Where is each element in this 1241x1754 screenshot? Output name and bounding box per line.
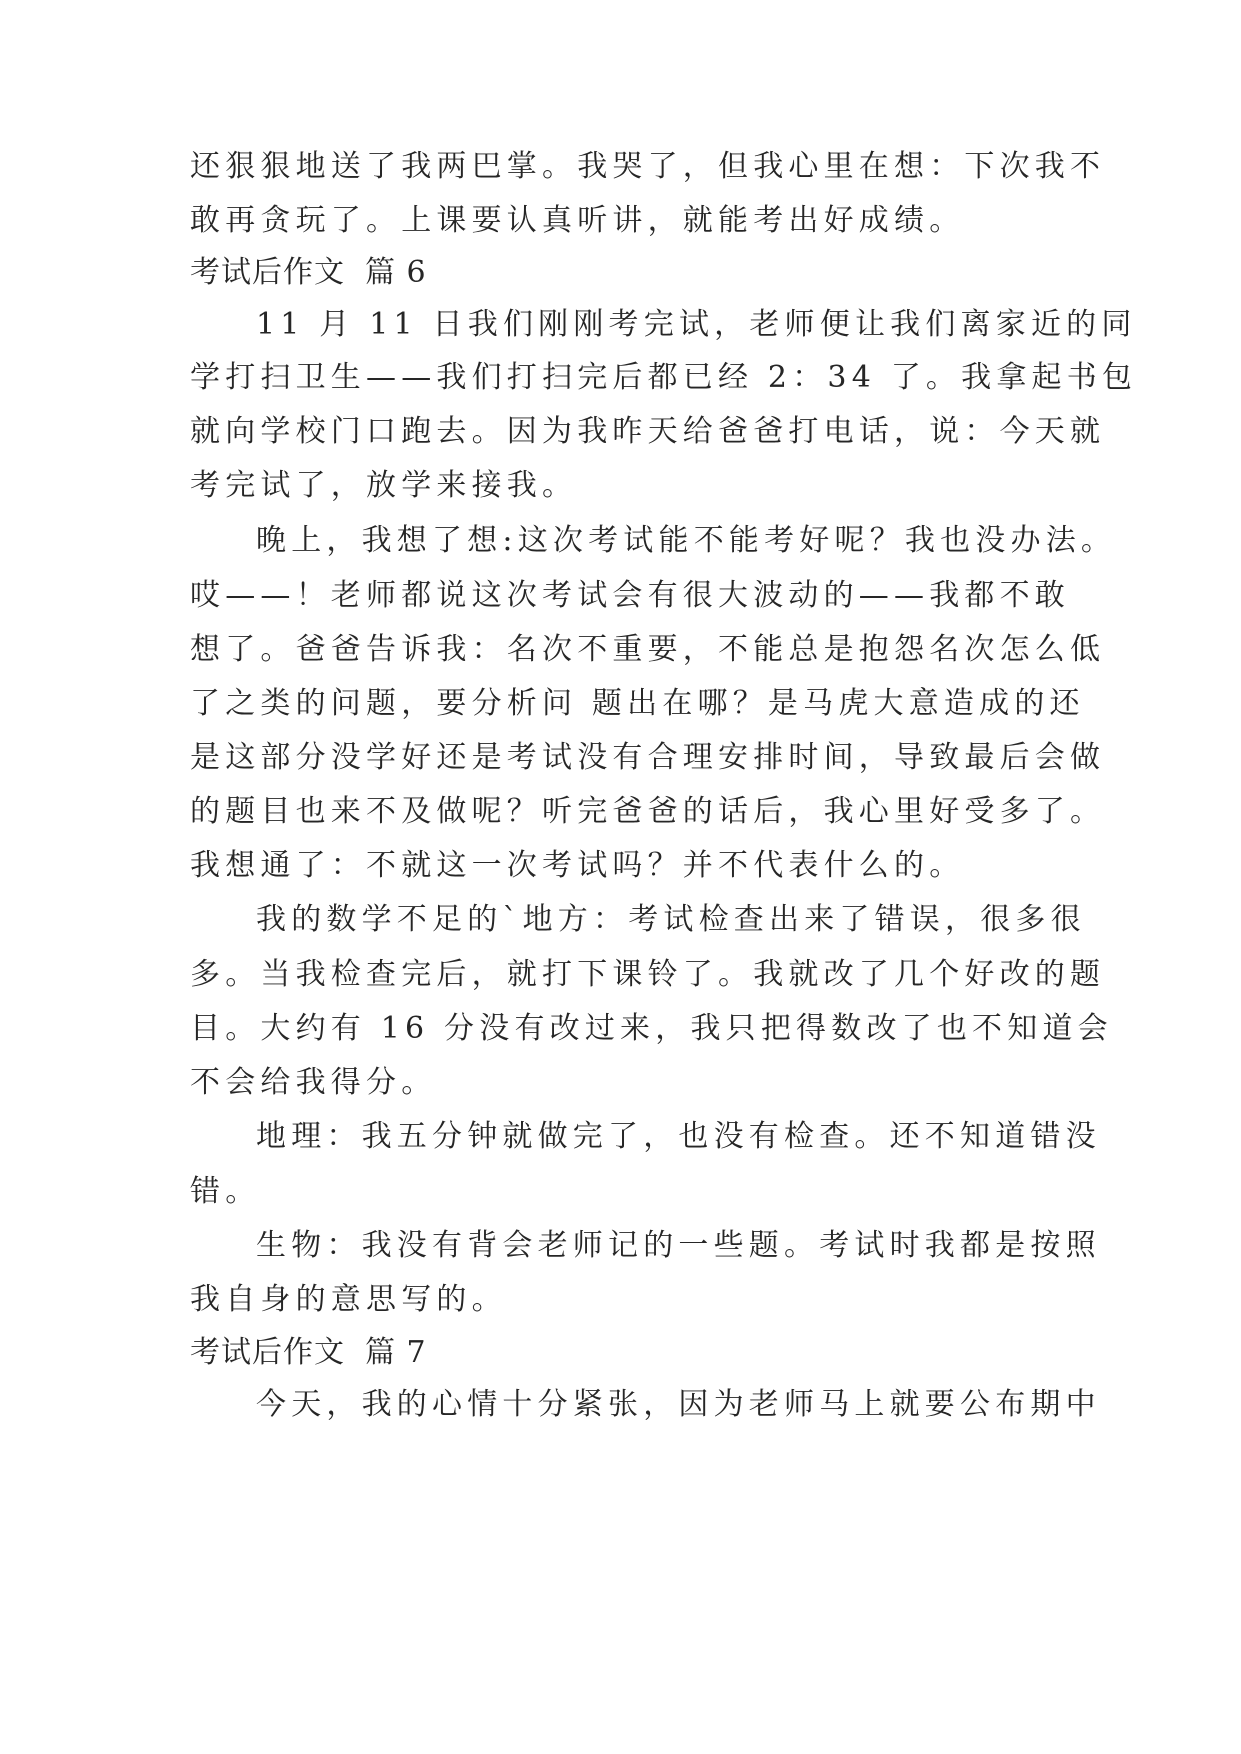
paragraph-first-line: 我的数学不足的`地方：考试检查出来了错误，很多很 bbox=[256, 902, 1086, 937]
body-line: 就向学校门口跑去。因为我昨天给爸爸打电话，说：今天就 bbox=[190, 414, 1106, 449]
body-line: 了之类的问题，要分析问 题出在哪？是马虎大意造成的还 bbox=[190, 686, 1085, 721]
body-line: 多。当我检查完后，就打下课铃了。我就改了几个好改的题 bbox=[190, 957, 1106, 992]
paragraph-first-line: 11 月 11 日我们刚刚考完试，老师便让我们离家近的同 bbox=[256, 307, 1137, 342]
body-line: 敢再贪玩了。上课要认真听讲，就能考出好成绩。 bbox=[190, 203, 965, 238]
body-line: 想了。爸爸告诉我：名次不重要，不能总是抱怨名次怎么低 bbox=[190, 632, 1106, 667]
paragraph-first-line: 地理：我五分钟就做完了，也没有检查。还不知道错没 bbox=[256, 1119, 1101, 1154]
body-line: 是这部分没学好还是考试没有合理安排时间，导致最后会做 bbox=[190, 740, 1106, 775]
body-line: 哎——！老师都说这次考试会有很大波动的——我都不敢 bbox=[190, 578, 1070, 613]
heading-number: 篇 7 bbox=[365, 1335, 427, 1370]
body-line: 我自身的意思写的。 bbox=[190, 1282, 507, 1317]
body-line: 不会给我得分。 bbox=[190, 1065, 437, 1100]
body-line: 我想通了：不就这一次考试吗？并不代表什么的。 bbox=[190, 848, 965, 883]
body-line: 错。 bbox=[190, 1174, 261, 1209]
body-line: 目。大约有 16 分没有改过来，我只把得数改了也不知道会 bbox=[190, 1011, 1113, 1046]
paragraph-first-line: 晚上，我想了想:这次考试能不能考好呢？我也没办法。 bbox=[256, 523, 1117, 558]
section-heading bbox=[190, 1333, 427, 1373]
heading-title: 考试后作文 bbox=[190, 1335, 345, 1370]
heading-number: 篇 6 bbox=[365, 255, 427, 290]
paragraph-first-line: 今天，我的心情十分紧张，因为老师马上就要公布期中 bbox=[256, 1387, 1101, 1422]
body-line: 学打扫卫生——我们打扫完后都已经 2：34 了。我拿起书包 bbox=[190, 360, 1138, 395]
section-heading bbox=[190, 253, 427, 293]
body-line: 考完试了，放学来接我。 bbox=[190, 468, 578, 503]
heading-title: 考试后作文 bbox=[190, 255, 345, 290]
paragraph-first-line: 生物：我没有背会老师记的一些题。考试时我都是按照 bbox=[256, 1228, 1101, 1263]
body-line: 还狠狠地送了我两巴掌。我哭了，但我心里在想：下次我不 bbox=[190, 149, 1106, 184]
body-line: 的题目也来不及做呢？听完爸爸的话后，我心里好受多了。 bbox=[190, 794, 1106, 829]
